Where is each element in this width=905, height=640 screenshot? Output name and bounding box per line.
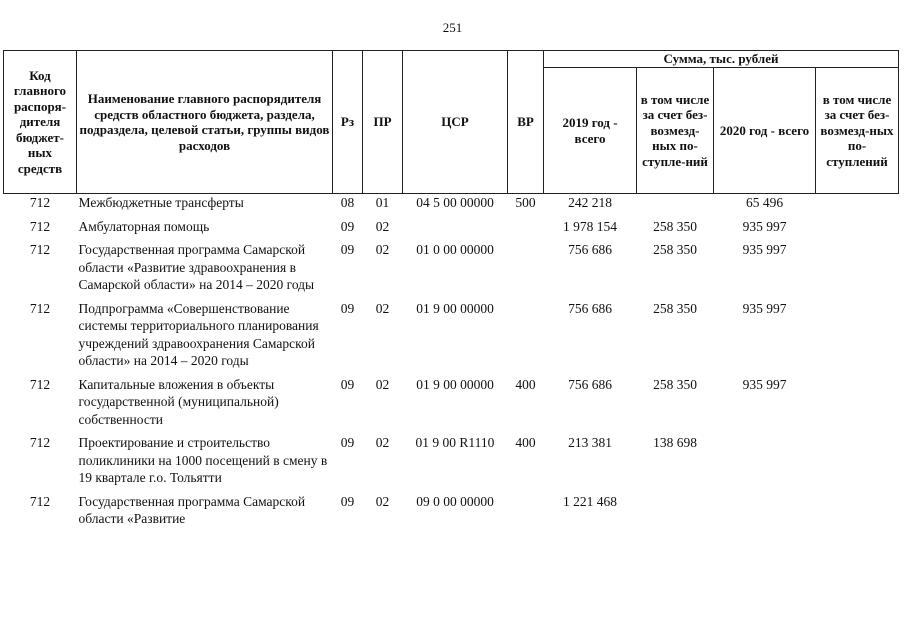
cell-code: 712 [29,218,51,234]
cell-csr: 09 0 00 00000 [416,493,494,509]
cell-rz: 09 [340,300,355,316]
cell-vr: 400 [515,376,536,392]
cell-code: 712 [29,435,51,450]
table-row [4,376,899,435]
cell-name: Государственная программа Самарской области «Развитие здравоохранения в Самарской области» на 2014 – 2020 годы [78,242,315,292]
header-csr: ЦСР [403,51,508,194]
cell-2020-total [714,434,816,493]
cell-2019-total: 756 686 [568,376,612,392]
cell-2019-free: 258 350 [653,218,697,234]
cell-name: Проектирование и строительство поликлиники на 1000 посещений в смену в 19 квартале г.о. Тольятти [78,435,328,485]
cell-pr: 02 [375,493,390,509]
table-row [4,194,899,218]
cell-pr: 02 [375,242,390,257]
cell-name: Государственная программа Самарской области «Развитие [78,493,306,526]
cell-name: Межбюджетные трансферты [78,195,244,210]
cell-vr: 500 [515,195,536,210]
cell-pr: 02 [375,435,390,450]
cell-2020-free [816,218,899,242]
header-2020-free: в том числе за счет без-возмезд-ных по-ступлений [816,68,899,194]
cell-rz: 09 [340,242,355,257]
header-vr: ВР [508,51,544,194]
cell-rz: 09 [340,493,355,509]
cell-pr: 01 [375,195,390,210]
cell-csr: 04 5 00 00000 [416,195,494,210]
cell-rz: 08 [340,195,355,210]
cell-vr [508,493,544,528]
header-pr: ПР [363,51,403,194]
cell-2019-total: 1 978 154 [563,218,617,234]
cell-2020-total [714,493,816,528]
cell-rz: 09 [340,376,355,392]
cell-2019-free: 258 350 [653,242,697,257]
cell-vr [508,300,544,376]
cell-pr: 02 [375,376,390,392]
cell-vr [508,218,544,242]
cell-2019-free [637,493,714,528]
cell-2019-total: 756 686 [568,242,612,257]
cell-code: 712 [29,242,51,257]
cell-code: 712 [29,376,51,392]
cell-2020-free [816,376,899,435]
cell-2019-total: 1 221 468 [563,493,617,509]
cell-2019-total: 242 218 [568,195,612,210]
header-code: Код главного распоря-дителя бюджет-ных средств [4,51,77,194]
cell-csr: 01 9 00 00000 [416,300,494,316]
table-row [4,493,899,528]
cell-vr: 400 [515,435,536,450]
table-row [4,434,899,493]
cell-2019-free: 258 350 [653,300,697,316]
cell-vr [508,241,544,300]
cell-csr [403,218,508,242]
header-sum-group: Сумма, тыс. рублей [544,51,899,68]
header-2019-total: 2019 год - всего [544,68,637,194]
cell-2019-free [637,194,714,218]
cell-rz: 09 [340,218,355,234]
cell-pr: 02 [375,300,390,316]
cell-2020-total: 935 997 [742,242,787,257]
cell-2020-total: 65 496 [745,195,784,210]
cell-name: Амбулаторная помощь [78,218,210,234]
table-row [4,241,899,300]
table-header [4,51,899,194]
cell-2020-free [816,434,899,493]
cell-2020-total: 935 997 [742,218,787,234]
cell-name: Капитальные вложения в объекты государственной (муниципальной) собственности [78,376,279,427]
header-2020-total: 2020 год - всего [714,68,816,194]
cell-code: 712 [29,493,51,509]
table-row [4,300,899,376]
cell-code: 712 [29,195,51,210]
page-number: 251 [442,20,463,35]
cell-2020-total: 935 997 [742,376,787,392]
header-2019-free: в том числе за счет без-возмезд-ных по-ступле-ний [637,68,714,194]
cell-code: 712 [29,300,51,316]
cell-rz: 09 [340,435,355,450]
table-body [4,194,899,528]
cell-csr: 01 9 00 R1110 [415,435,495,450]
header-rz: Рз [333,51,363,194]
cell-2020-free [816,194,899,218]
cell-pr: 02 [375,218,390,234]
budget-table [3,50,899,528]
cell-2020-free [816,493,899,528]
cell-2019-free: 138 698 [653,435,697,450]
cell-2019-total: 756 686 [568,300,612,316]
header-name: Наименование главного распорядителя средств областного бюджета, раздела, подраздела, целевой статьи, группы видов расходов [77,51,333,194]
cell-csr: 01 9 00 00000 [416,376,494,392]
cell-name: Подпрограмма «Совершенствование системы территориального планирования учреждений здравоохранения Самарской области» на 2014 – 2020 годы [78,300,319,368]
cell-csr: 01 0 00 00000 [416,242,494,257]
cell-2019-free: 258 350 [653,376,697,392]
cell-2020-free [816,241,899,300]
table-row [4,218,899,242]
cell-2020-free [816,300,899,376]
cell-2020-total: 935 997 [742,300,787,316]
cell-2019-total: 213 381 [568,435,612,450]
